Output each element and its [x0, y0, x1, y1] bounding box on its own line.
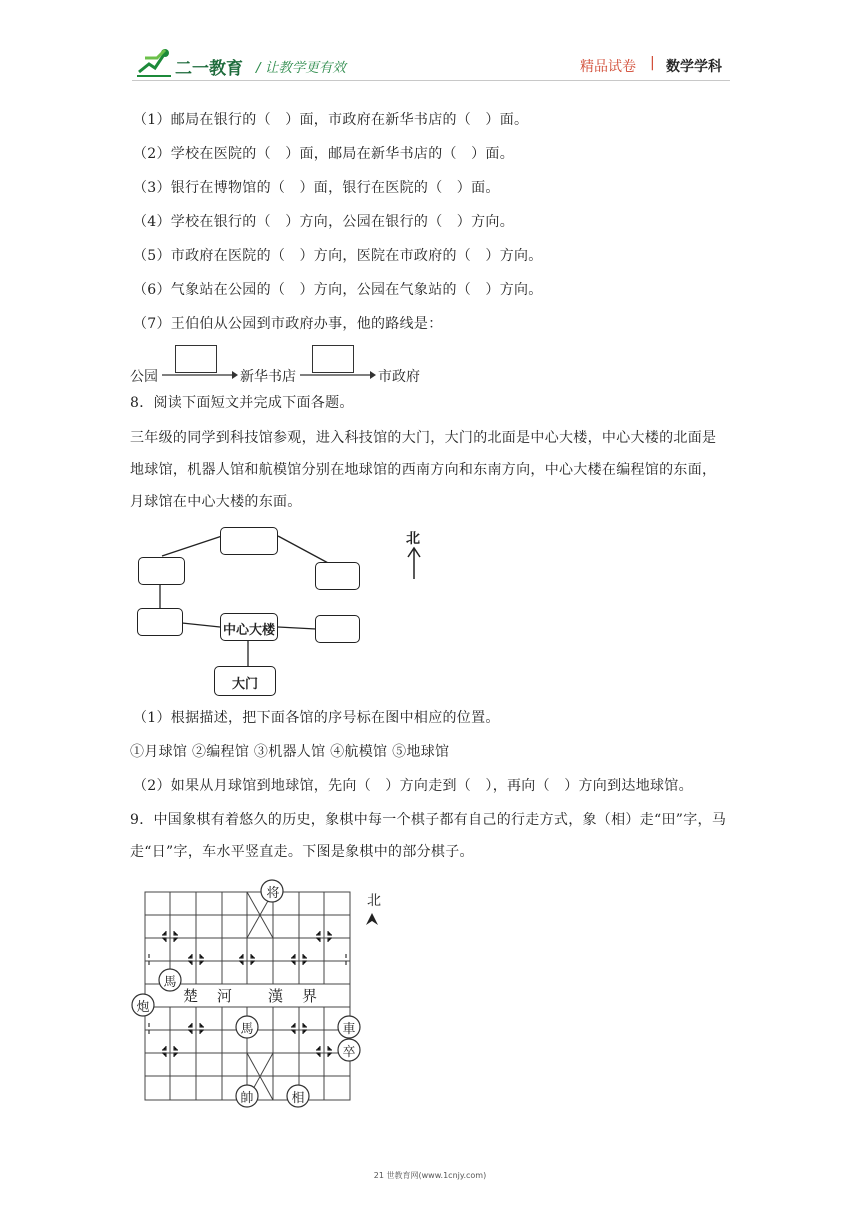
museum-box-lower-right[interactable]: [315, 615, 360, 643]
route-middle: 新华书店: [240, 369, 296, 385]
route-arrow-2-icon: [300, 370, 376, 380]
q8-title: 8．阅读下面短文并完成下面各题。: [130, 395, 354, 411]
north-arrow-icon: [406, 545, 422, 581]
header-subject: 数学学科: [666, 59, 722, 75]
gate-label: 大门: [231, 677, 258, 692]
river-right-label: 漢 界: [268, 987, 320, 1005]
q9-text: 9．中国象棋有着悠久的历史，象棋中每一个棋子都有自己的行走方式，象（相）走“田”字，马走“日”字，车水平竖直走。下图是象棋中的部分棋子。: [130, 812, 727, 860]
q8-passage: 三年级的同学到科技馆参观，进入科技馆的大门，大门的北面是中心大楼，中心大楼的北面是地球馆，机器人馆和航模馆分别在地球馆的西南方向和东南方向，中心大楼在编程馆的东面，月球馆在中心大楼的东面。: [130, 430, 717, 510]
q7-item-5: （5）市政府在医院的（ ）方向，医院在市政府的（ ）方向。: [133, 248, 543, 264]
piece-pao[interactable]: 炮: [136, 1000, 150, 1015]
route-arrow-1-icon: [162, 370, 238, 380]
q7-item-2: （2）学校在医院的（ ）面，邮局在新华书店的（ ）面。: [133, 146, 515, 162]
route-end: 市政府: [378, 369, 420, 385]
slogan: / 让教学更有效: [256, 60, 346, 76]
museum-box-upper-right[interactable]: [315, 562, 360, 590]
museum-box-top[interactable]: [220, 527, 278, 555]
route-answer-box-2[interactable]: [312, 345, 354, 373]
logo-text: 二一教育: [175, 59, 243, 79]
piece-shuai[interactable]: 帥: [240, 1091, 254, 1106]
header-divider: [132, 80, 730, 81]
q7-item-4: （4）学校在银行的（ ）方向，公园在银行的（ ）方向。: [133, 214, 515, 230]
museum-box-lower-left[interactable]: [137, 608, 183, 636]
q7-item-3: （3）银行在博物馆的（ ）面，银行在医院的（ ）面。: [133, 180, 500, 196]
piece-che[interactable]: 車: [342, 1022, 356, 1037]
piece-ma-bottom[interactable]: 馬: [240, 1022, 254, 1037]
route-answer-box-1[interactable]: [175, 345, 217, 373]
north-label: 北: [406, 531, 420, 547]
center-building-label: 中心大楼: [222, 623, 275, 638]
q7-item-1: （1）邮局在银行的（ ）面，市政府在新华书店的（ ）面。: [133, 112, 529, 128]
river-left-label: 楚 河: [183, 987, 235, 1005]
center-building-box: [220, 613, 278, 641]
q8-sub1: （1）根据描述，把下面各馆的序号标在图中相应的位置。: [133, 710, 500, 726]
header-tag: 精品试卷: [580, 59, 636, 75]
piece-zu[interactable]: 卒: [342, 1045, 356, 1060]
q7-item-7: （7）王伯伯从公园到市政府办事，他的路线是：: [133, 316, 443, 332]
board-north-label: 北: [367, 893, 381, 909]
route-start: 公园: [130, 369, 158, 385]
chess-pieces: [130, 875, 370, 1115]
runner-logo-icon: [135, 46, 175, 78]
gate-box: [214, 666, 276, 696]
header-separator: |: [650, 55, 655, 71]
piece-xiang[interactable]: 相: [291, 1091, 305, 1106]
q7-item-6: （6）气象站在公园的（ ）方向，公园在气象站的（ ）方向。: [133, 282, 543, 298]
page-footer: 21 世教育网(www.1cnjy.com): [373, 1171, 487, 1180]
museum-box-upper-left[interactable]: [138, 557, 185, 585]
q8-options: ①月球馆 ②编程馆 ③机器人馆 ④航模馆 ⑤地球馆: [130, 744, 450, 760]
q8-sub2: （2）如果从月球馆到地球馆，先向（ ）方向走到（ ），再向（ ）方向到达地球馆。: [133, 778, 693, 794]
piece-jiang[interactable]: 将: [266, 886, 280, 901]
piece-ma-top[interactable]: 馬: [163, 975, 177, 990]
